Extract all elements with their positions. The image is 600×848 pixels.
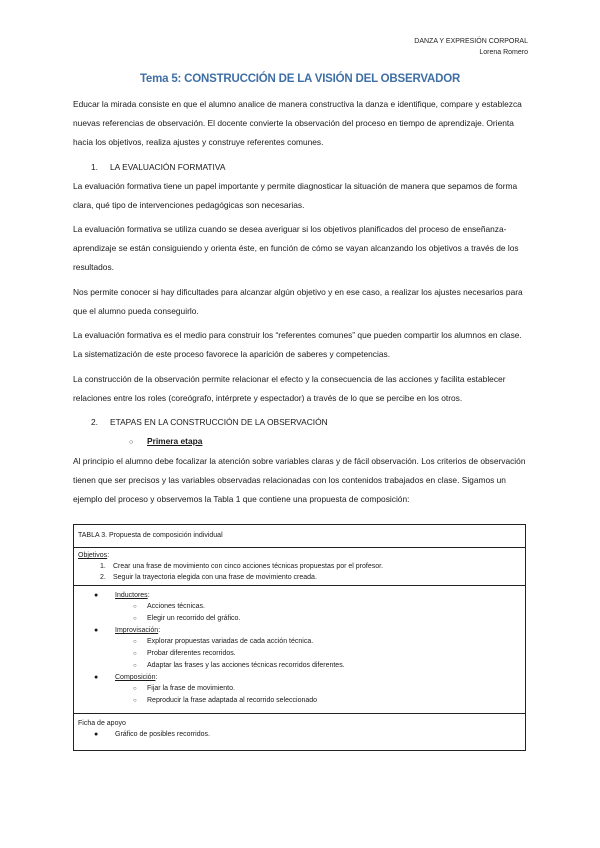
table-caption: TABLA 3. Propuesta de composición individual: [78, 532, 223, 539]
circle-bullet-icon: ○: [133, 663, 137, 669]
subheading-label: Primera etapa: [147, 436, 203, 446]
objectives-label: Objetivos: [78, 552, 108, 559]
group-composicion: ● Composición:: [94, 674, 158, 681]
phases-cell: [74, 585, 525, 713]
section-2-paragraph: Al principio el alumno debe focalizar la atención sobre variables claras y de fácil observación. Los criterios de observación tienen que ser precisos y las variables observadas relacionadas con los contenidos trabajados en clase. Sigamos un ejemplo del proceso y observemos la Tabla 1 que contiene una propuesta de composición:: [73, 456, 526, 504]
support-item: ● Gráfico de posibles recorridos.: [94, 731, 210, 738]
section-2-heading: [73, 413, 529, 432]
page-header: [414, 36, 528, 58]
section-2-subheading: [73, 432, 529, 452]
group-item: ○ Explorar propuestas variadas de cada acción técnica.: [78, 636, 521, 648]
page-title: Tema 5: CONSTRUCCIÓN DE LA VISIÓN DEL OBSERVADOR: [139, 73, 461, 85]
group-item: ○ Elegir un recorrido del gráfico.: [78, 613, 521, 625]
support-cell: [74, 713, 525, 750]
objective-item: 1. Crear una frase de movimiento con cinco acciones técnicas propuestas por el profesor.: [100, 563, 384, 570]
group-item: ○ Probar diferentes recorridos.: [78, 648, 521, 660]
header-subject: DANZA Y EXPRESIÓN CORPORAL: [414, 38, 528, 45]
section-1-heading: [73, 158, 529, 177]
bullet-icon: ●: [94, 674, 99, 681]
circle-bullet-icon: ○: [133, 604, 137, 610]
composition-table: [73, 524, 526, 751]
section-1-paragraph: La construcción de la observación permite relacionar el efecto y la consecuencia de las acciones y facilita establecer relaciones entre los roles (coreógrafo, intérprete y espectador) a través de lo que se percibe en los otros.: [73, 373, 506, 403]
intro-paragraph: Educar la mirada consiste en que el alumno analice de manera constructiva la danza e identifique, compare y establezca nuevas referencias de observación. El docente convierte la observación del proceso en tiempo de aprendizaje. Orienta hacia los objetivos, realiza ajustes y construye referentes comunes.: [73, 99, 522, 147]
section-1-paragraph: Nos permite conocer si hay dificultades para alcanzar algún objetivo y en ese caso, a realizar los ajustes necesarios para que el alumno pueda conseguirlo.: [73, 286, 523, 316]
group-inductores: ● Inductores:: [94, 592, 150, 599]
section-1-paragraph: La evaluación formativa se utiliza cuando se desea averiguar si los objetivos planificados del proceso de enseñanza-aprendizaje se están consiguiendo y orienta éste, en función de cómo se vayan alcanzando los objetivos a través de los resultados.: [73, 224, 519, 272]
support-label: Ficha de apoyo: [78, 720, 126, 727]
document-body: [73, 95, 529, 515]
section-1-paragraph: La evaluación formativa es el medio para construir los “referentes comunes” que pueden compartir los alumnos en clase. La sistematización de este proceso favorece la aparición de saberes y competencias.: [73, 330, 522, 359]
group-item: ○ Adaptar las frases y las acciones técnicas recorridos diferentes.: [78, 660, 521, 672]
section-1-paragraph: La evaluación formativa tiene un papel importante y permite diagnosticar la situación de manera que sepamos de forma clara, qué tipo de intervenciones pedagógicas son necesarias.: [73, 180, 518, 210]
circle-bullet-icon: ○: [133, 686, 137, 692]
circle-bullet-icon: ○: [133, 651, 137, 657]
bullet-icon: ●: [94, 731, 99, 738]
group-item: ○ Reproducir la frase adaptada al recorrido seleccionado: [78, 695, 521, 707]
section-2-title: ETAPAS EN LA CONSTRUCCIÓN DE LA OBSERVACIÓN: [110, 417, 328, 427]
circle-bullet-icon: ○: [133, 616, 137, 622]
group-item: ○ Acciones técnicas.: [78, 601, 521, 613]
objectives-heading: Objetivos:: [78, 552, 110, 559]
header-author: Lorena Romero: [479, 49, 528, 56]
objectives-cell: [74, 547, 525, 585]
group-item: ○ Fijar la frase de movimiento.: [78, 683, 521, 695]
circle-bullet-icon: ○: [133, 698, 137, 704]
objective-item: 2. Seguir la trayectoria elegida con una frase de movimiento creada.: [100, 574, 317, 581]
bullet-icon: ●: [94, 627, 99, 634]
group-improvisacion: ● Improvisación:: [94, 627, 161, 634]
section-1-number: 1.: [91, 161, 98, 172]
section-2-number: 2.: [91, 417, 98, 427]
bullet-icon: ●: [94, 592, 99, 599]
circle-bullet-icon: ○: [129, 439, 134, 446]
section-1-title: LA EVALUACIÓN FORMATIVA: [110, 161, 226, 172]
circle-bullet-icon: ○: [133, 639, 137, 645]
